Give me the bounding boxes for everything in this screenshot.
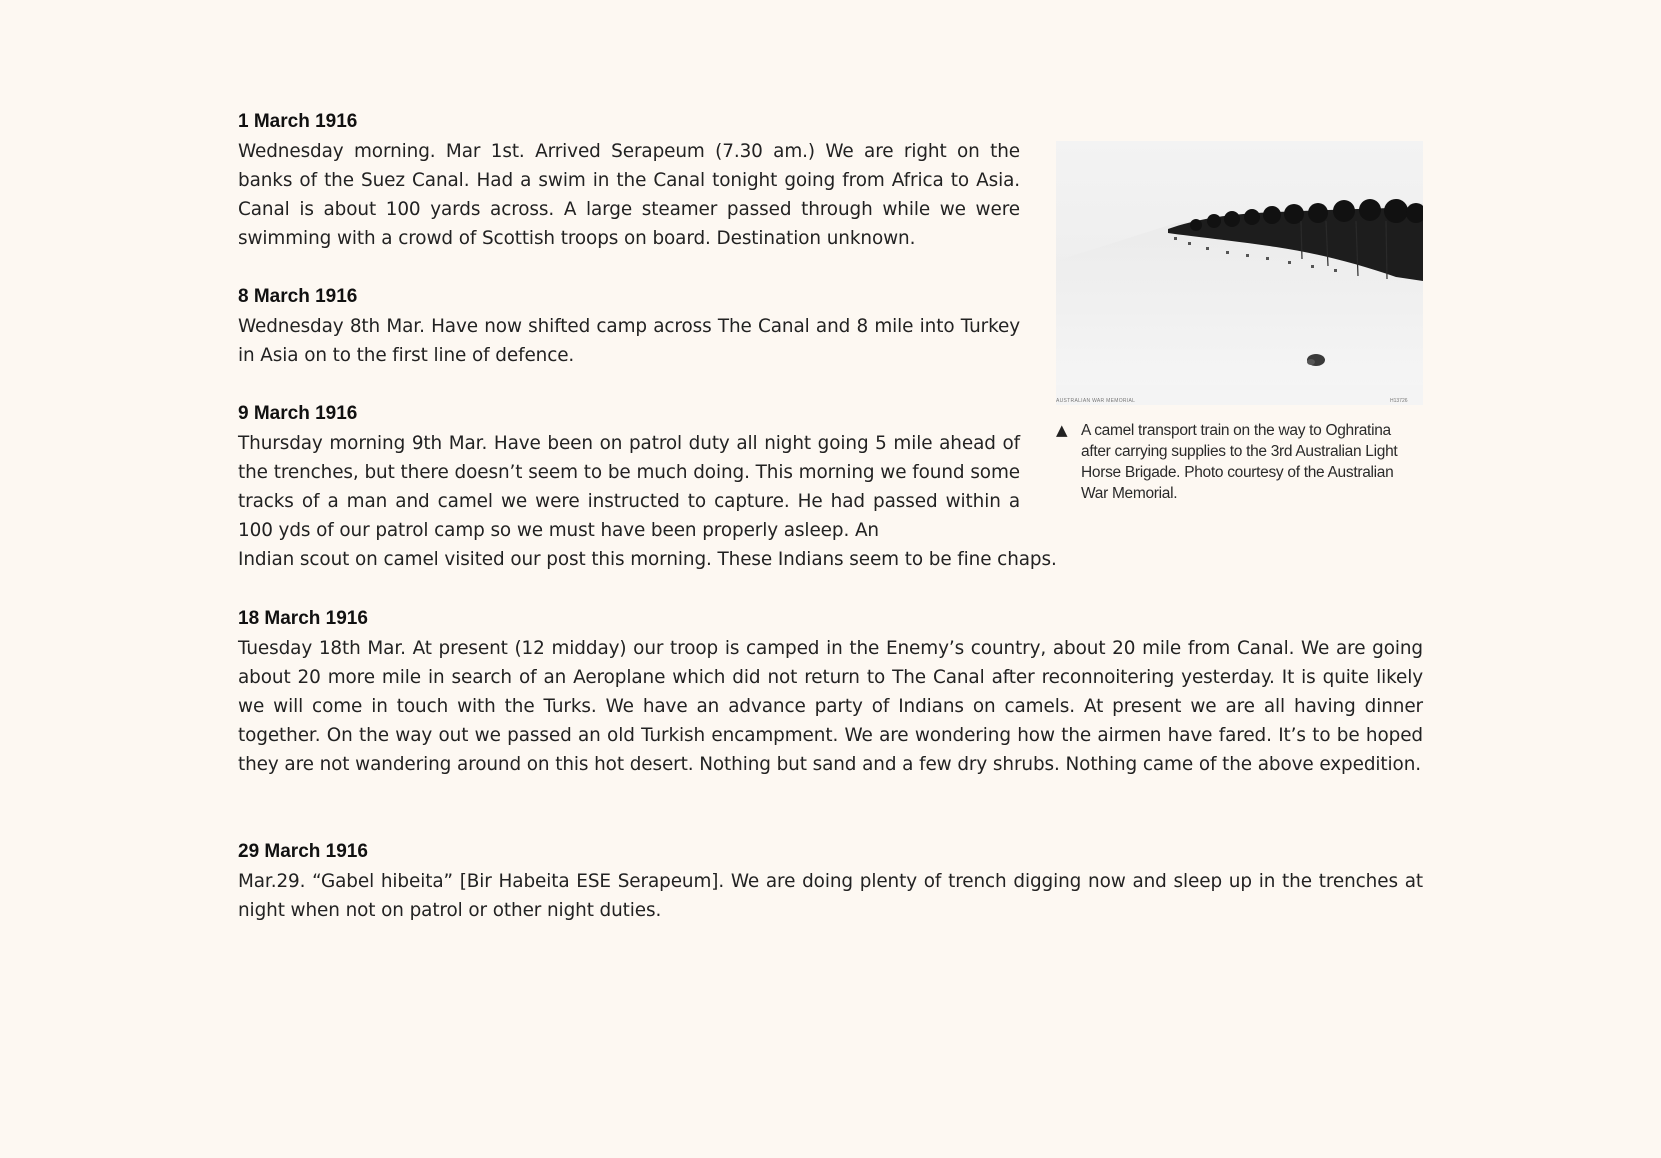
triangle-up-icon: ▲ — [1056, 421, 1068, 439]
entry-text-18-march: Tuesday 18th Mar. At present (12 midday) our troop is camped in the Enemy’s country, about 20 mile from Canal. We are going about 20 more mile in search of an Aeroplane which did not return to The Canal after reconnoitering yesterday. It is quite likely we will come in touch with the Turks. We have an advance party of Indians on camels. At present we are all having dinner together. On the way out we passed an old Turkish encampment. We are wondering how the airmen have fared. It’s to be hoped they are not wandering around on this hot desert. Nothing but sand and a few dry shrubs. Nothing came of the above expedition. — [238, 638, 1423, 775]
entry-date-9-march: 9 March 1916 — [238, 403, 358, 424]
photo-credit: AUSTRALIAN WAR MEMORIAL — [1056, 398, 1136, 404]
desert-palm-scene — [1056, 141, 1423, 405]
entry-text-9-march-continued: Indian scout on camel visited our post this morning. These Indians seem to be fine chaps. — [238, 549, 1057, 570]
photo-caption: A camel transport train on the way to Oghratina after carrying supplies to the 3rd Australian Light Horse Brigade. Photo courtesy of the Australian War Memorial. — [1081, 422, 1398, 502]
entry-text-29-march: Mar.29. “Gabel hibeita” [Bir Habeita ESE Serapeum]. We are doing plenty of trench digging now and sleep up in the trenches at night when not on patrol or other night duties. — [238, 871, 1423, 921]
entry-date-29-march: 29 March 1916 — [238, 841, 368, 862]
entry-date-8-march: 8 March 1916 — [238, 286, 358, 307]
entry-text-1-march: Wednesday morning. Mar 1st. Arrived Serapeum (7.30 am.) We are right on the banks of the Suez Canal. Had a swim in the Canal tonight going from Africa to Asia. Canal is about 100 yards across. A large steamer passed through while we were swimming with a crowd of Scottish troops on board. Destination unknown. — [238, 141, 1020, 249]
photo-id: H13726 — [1390, 398, 1408, 404]
entry-text-8-march: Wednesday 8th Mar. Have now shifted camp across The Canal and 8 mile into Turkey in Asia on to the first line of defence. — [238, 316, 1020, 366]
camel-train-photo — [1056, 141, 1423, 405]
entry-date-1-march: 1 March 1916 — [238, 111, 358, 132]
entry-date-18-march: 18 March 1916 — [238, 608, 368, 629]
entry-text-9-march: Thursday morning 9th Mar. Have been on patrol duty all night going 5 mile ahead of the trenches, but there doesn’t seem to be much doing. This morning we found some tracks of a man and camel we were instructed to capture. He had passed within a 100 yds of our patrol camp so we must have been properly asleep. An — [238, 433, 1020, 541]
